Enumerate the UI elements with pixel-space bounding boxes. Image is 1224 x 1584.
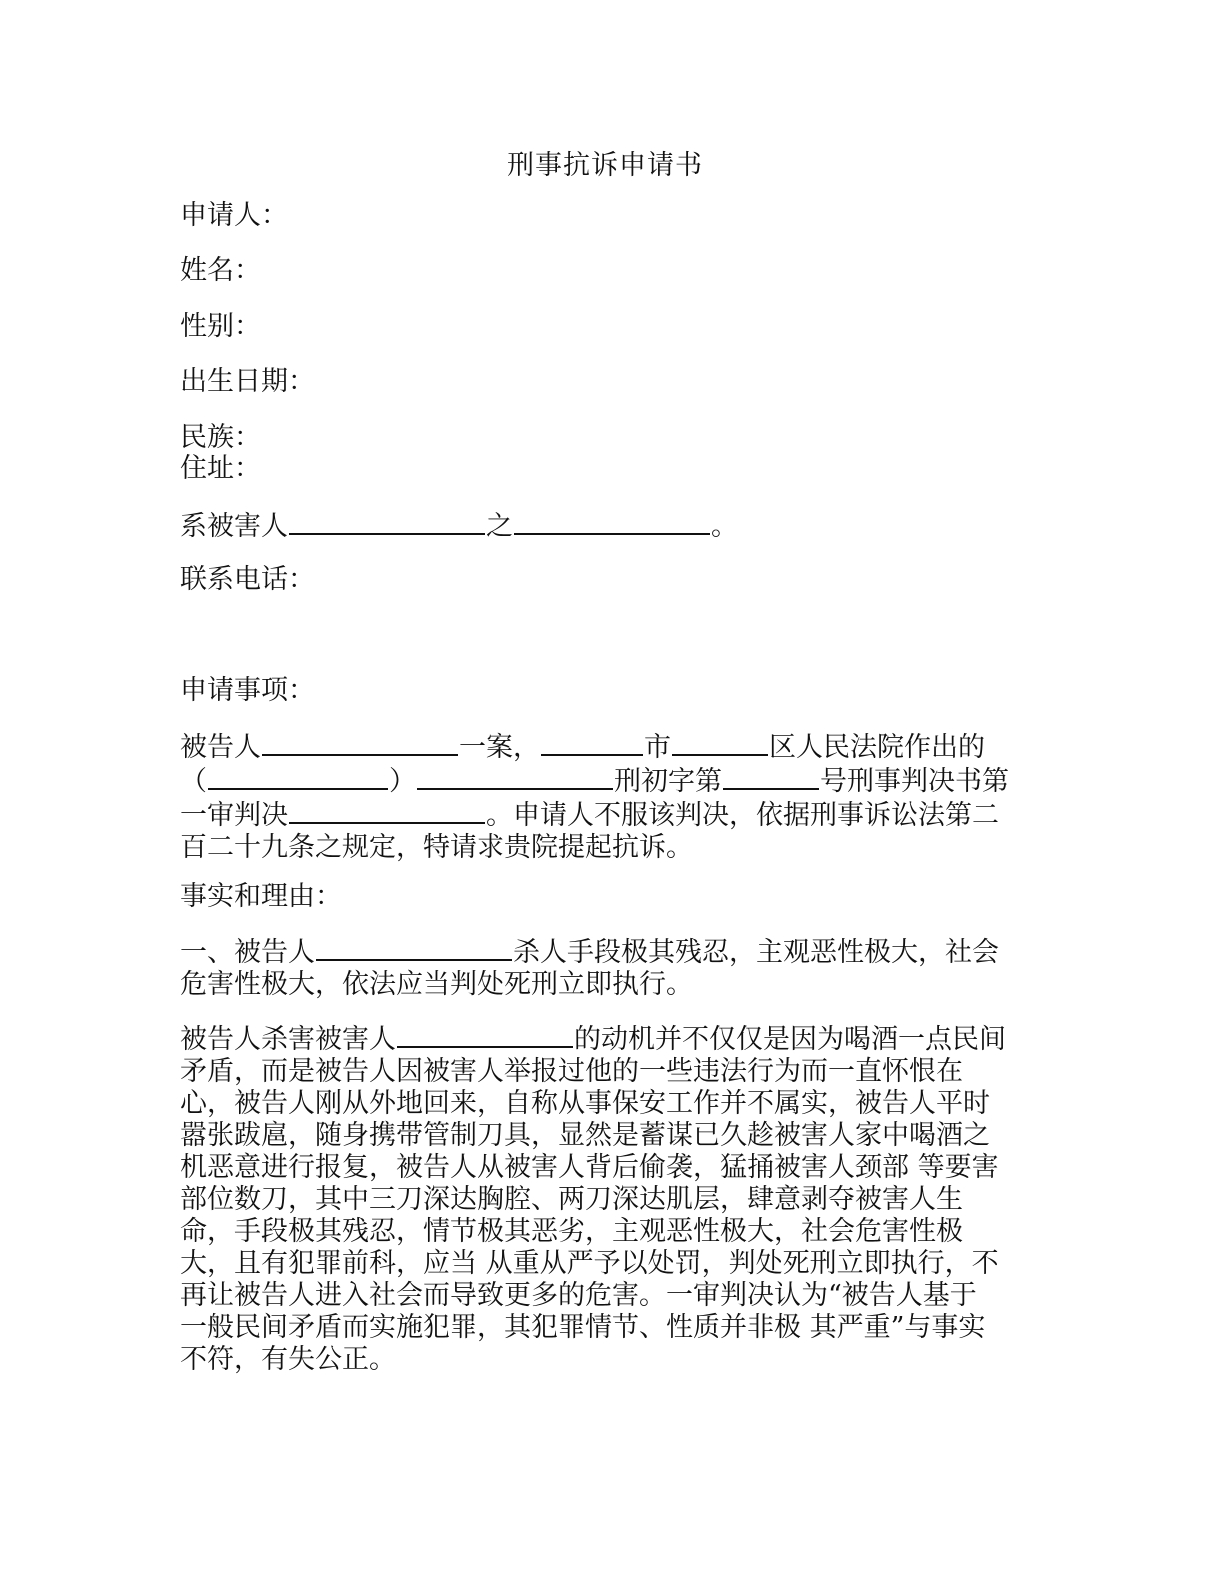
- body-paragraph: [180, 1022, 1030, 1376]
- request-row-2: [180, 764, 1030, 798]
- point-one-row-2: 危害性极大，依法应当判处死刑立即执行。: [180, 969, 693, 1000]
- relation-blank-1: [289, 509, 485, 535]
- address-label: 住址：: [180, 453, 261, 484]
- request-text: （: [180, 766, 207, 797]
- court-code-blank: [417, 764, 613, 790]
- body-row-7: 命，手段极其残忍，情节极其恶劣，主观恶性极大，社会危害性极: [180, 1216, 963, 1247]
- city-blank: [541, 730, 643, 756]
- request-text: 市: [644, 732, 671, 763]
- request-text: 区人民法院作出的: [769, 732, 985, 763]
- defendant-blank: [262, 730, 458, 756]
- relation-middle: 之: [486, 511, 513, 542]
- request-text: 。申请人不服该判决，依据刑事诉讼法第二: [486, 800, 999, 831]
- birth-date-label: 出生日期：: [180, 366, 315, 397]
- victim-blank: [397, 1022, 573, 1048]
- point-one-paragraph: [180, 935, 1030, 1001]
- year-blank: [208, 764, 388, 790]
- body-row-8: 大，且有犯罪前科，应当 从重从严予以处罚，判处死刑立即执行，不: [180, 1248, 999, 1279]
- relation-suffix: 。: [711, 511, 738, 542]
- body-row-4: 嚣张跋扈，随身携带管制刀具，显然是蓄谋已久趁被害人家中喝酒之: [180, 1120, 990, 1151]
- body-text: 被告人杀害被害人: [180, 1024, 396, 1055]
- body-row-5: 机恶意进行报复，被告人从被害人背后偷袭，猛捅被害人颈部 等要害: [180, 1152, 999, 1183]
- judgment-blank: [289, 798, 485, 824]
- gender-label: 性别：: [180, 311, 261, 342]
- applicant-label: 申请人：: [180, 200, 288, 231]
- point-one-text: 一、被告人: [180, 937, 315, 968]
- relation-prefix: 系被害人: [180, 511, 288, 542]
- facts-label: 事实和理由：: [180, 881, 342, 912]
- document-title: 刑事抗诉申请书: [507, 150, 703, 181]
- point-one-defendant-blank: [316, 935, 512, 961]
- point-one-text: 杀人手段极其残忍，主观恶性极大，社会: [513, 937, 999, 968]
- relation-line: [180, 509, 738, 543]
- request-text: 一案，: [459, 732, 540, 763]
- request-text: 被告人: [180, 732, 261, 763]
- body-row-1: [180, 1022, 1030, 1056]
- request-row-4: 百二十九条之规定，特请求贵院提起抗诉。: [180, 832, 693, 863]
- request-text: 一审判决: [180, 800, 288, 831]
- body-row-2: 矛盾，而是被告人因被害人举报过他的一些违法行为而一直怀恨在: [180, 1056, 963, 1087]
- request-paragraph: [180, 730, 1030, 864]
- point-one-row-1: [180, 935, 1030, 969]
- relation-blank-2: [514, 509, 710, 535]
- body-row-6: 部位数刀，其中三刀深达胸腔、两刀深达肌层，肆意剥夺被害人生: [180, 1184, 963, 1215]
- request-row-3: [180, 798, 1030, 832]
- case-number-blank: [723, 764, 819, 790]
- ethnicity-label: 民族：: [180, 422, 261, 453]
- body-row-3: 心，被告人刚从外地回来，自称从事保安工作并不属实，被告人平时: [180, 1088, 990, 1119]
- phone-label: 联系电话：: [180, 564, 315, 595]
- body-row-10: 一般民间矛盾而实施犯罪，其犯罪情节、性质并非极 其严重”与事实: [180, 1312, 986, 1343]
- body-row-11: 不符，有失公正。: [180, 1344, 396, 1375]
- request-row-1: [180, 730, 1030, 764]
- district-blank: [672, 730, 768, 756]
- body-text: 的动机并不仅仅是因为喝酒一点民间: [574, 1024, 1006, 1055]
- request-text: 号刑事判决书第: [820, 766, 1009, 797]
- body-row-9: 再让被告人进入社会而导致更多的危害。一审判决认为“被告人基于: [180, 1280, 977, 1311]
- request-label: 申请事项：: [180, 675, 315, 706]
- request-text: ）: [389, 766, 416, 797]
- request-text: 刑初字第: [614, 766, 722, 797]
- name-label: 姓名：: [180, 255, 261, 286]
